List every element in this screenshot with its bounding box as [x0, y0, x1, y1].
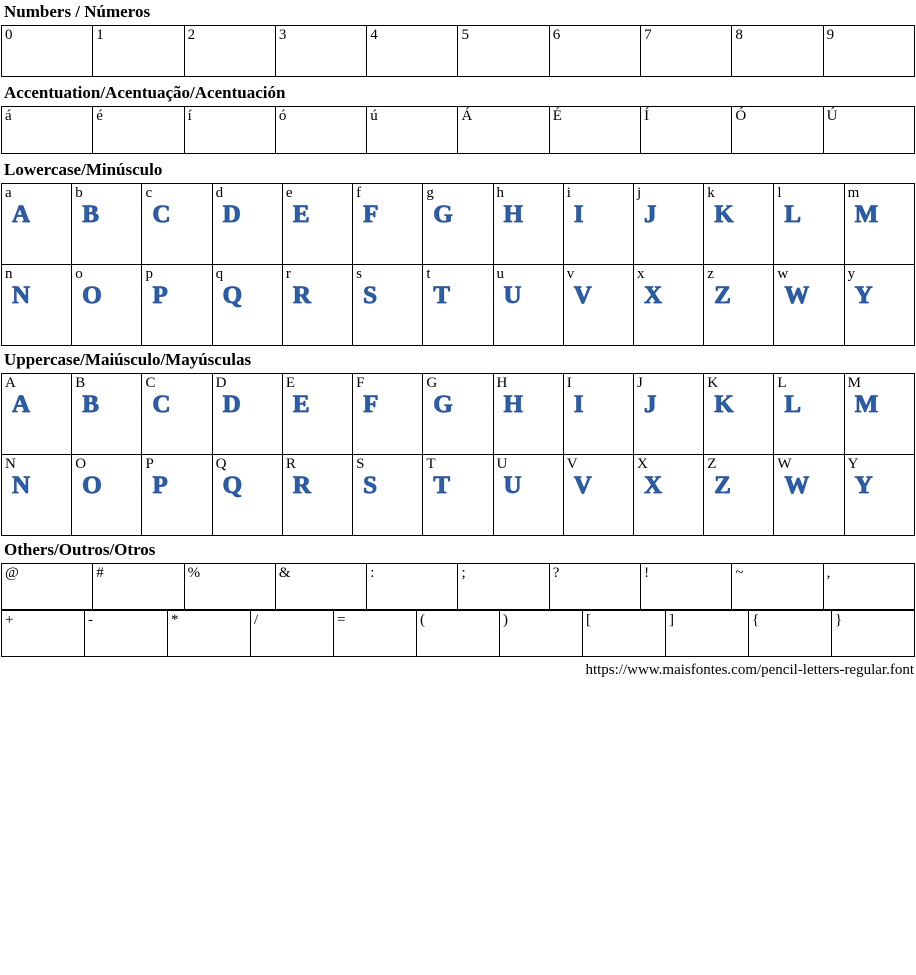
cell-other-plus — [2, 611, 85, 657]
glyph-sample: V — [573, 472, 593, 499]
cell-label: á — [5, 108, 12, 124]
cell-other-slash — [251, 611, 334, 657]
glyph-sample: X — [643, 282, 663, 309]
cell-other-brace-open — [749, 611, 832, 657]
cell-lower-x — [633, 265, 703, 346]
cell-label: o — [75, 266, 83, 282]
cell-label: ; — [461, 565, 466, 581]
cell-upper-R — [282, 455, 352, 536]
glyph-sample: B — [82, 201, 100, 228]
glyph-sample: N — [12, 282, 31, 309]
cell-lower-r — [282, 265, 352, 346]
cell-other-bracket-open — [583, 611, 666, 657]
cell-label: L — [777, 375, 787, 391]
cell-label: v — [566, 266, 575, 282]
cell-label: [ — [586, 612, 591, 628]
cell-upper-K — [704, 374, 774, 455]
cell-accent-7 — [641, 107, 732, 154]
glyph-sample: G — [433, 391, 454, 418]
cell-lower-f — [353, 184, 423, 265]
cell-label: c — [145, 185, 153, 201]
glyph-sample: W — [784, 472, 810, 499]
cell-other-colon — [367, 564, 458, 610]
others-table — [1, 563, 915, 610]
cell-upper-J — [633, 374, 703, 455]
section-title-uppercase: Uppercase/Maiúsculo/Mayúsculas — [4, 350, 252, 369]
cell-lower-i — [563, 184, 633, 265]
cell-label: 3 — [278, 27, 287, 43]
cell-label: b — [75, 185, 83, 201]
table-row — [2, 26, 915, 77]
cell-label: T — [426, 456, 436, 472]
cell-label: y — [847, 266, 856, 282]
uppercase-table — [1, 373, 915, 536]
table-row — [2, 564, 915, 610]
table-row — [2, 374, 915, 455]
cell-label: ( — [420, 612, 425, 628]
glyph-sample: B — [82, 391, 100, 418]
glyph-sample: D — [222, 391, 242, 418]
cell-label: É — [552, 108, 562, 124]
glyph-sample: J — [643, 391, 657, 418]
cell-label: G — [426, 375, 438, 391]
cell-number-4 — [367, 26, 458, 77]
glyph-sample: V — [573, 282, 593, 309]
cell-label: k — [707, 185, 715, 201]
cell-label: J — [636, 375, 643, 391]
cell-lower-q — [212, 265, 282, 346]
cell-lower-u — [493, 265, 563, 346]
cell-upper-W — [774, 455, 844, 536]
cell-number-9 — [823, 26, 914, 77]
cell-label: / — [254, 612, 259, 628]
cell-upper-S — [353, 455, 423, 536]
cell-accent-9 — [823, 107, 914, 154]
cell-label: 2 — [187, 27, 196, 43]
cell-label: O — [75, 456, 87, 472]
cell-upper-B — [72, 374, 142, 455]
cell-upper-U — [493, 455, 563, 536]
cell-label: i — [566, 185, 571, 201]
glyph-sample: A — [12, 391, 31, 418]
cell-upper-N — [2, 455, 72, 536]
glyph-sample: K — [714, 391, 735, 418]
cell-label: V — [566, 456, 578, 472]
glyph-sample: R — [292, 472, 312, 499]
cell-label: E — [285, 375, 296, 391]
cell-label: U — [496, 456, 508, 472]
cell-upper-H — [493, 374, 563, 455]
cell-upper-Z — [704, 455, 774, 536]
cell-other-asterisk — [168, 611, 251, 657]
cell-lower-n — [2, 265, 72, 346]
cell-lower-j — [633, 184, 703, 265]
cell-label: Q — [215, 456, 227, 472]
cell-upper-F — [353, 374, 423, 455]
cell-label: + — [5, 612, 14, 628]
cell-number-3 — [275, 26, 366, 77]
cell-label: 6 — [552, 27, 561, 43]
glyph-sample: H — [503, 391, 524, 418]
cell-label: * — [171, 612, 179, 628]
cell-label: 4 — [370, 27, 378, 43]
cell-label: l — [777, 185, 782, 201]
cell-accent-3 — [275, 107, 366, 154]
table-row — [2, 455, 915, 536]
cell-label: F — [356, 375, 365, 391]
glyph-sample: Q — [222, 472, 243, 499]
cell-other-semicolon — [458, 564, 549, 610]
glyph-sample: Y — [854, 472, 874, 499]
cell-other-equals — [334, 611, 417, 657]
cell-upper-E — [282, 374, 352, 455]
glyph-sample: T — [433, 472, 451, 499]
glyph-sample: F — [363, 391, 379, 418]
cell-number-7 — [641, 26, 732, 77]
cell-other-question — [549, 564, 640, 610]
cell-lower-t — [423, 265, 493, 346]
cell-label: H — [496, 375, 508, 391]
glyph-sample: Z — [714, 282, 732, 309]
cell-accent-6 — [549, 107, 640, 154]
glyph-sample: F — [363, 201, 379, 228]
cell-lower-s — [353, 265, 423, 346]
cell-label: r — [285, 266, 291, 282]
cell-label: h — [496, 185, 505, 201]
cell-accent-0 — [2, 107, 93, 154]
cell-label: Á — [461, 108, 473, 124]
cell-label: w — [777, 266, 789, 282]
glyph-sample: M — [854, 201, 879, 228]
cell-label: ú — [370, 108, 378, 124]
cell-label: K — [707, 375, 719, 391]
cell-other-paren-close — [500, 611, 583, 657]
others-table-2 — [1, 610, 915, 657]
glyph-sample: M — [854, 391, 879, 418]
cell-label: a — [5, 185, 12, 201]
section-title-numbers: Numbers / Números — [4, 2, 151, 21]
cell-upper-O — [72, 455, 142, 536]
cell-other-tilde — [732, 564, 823, 610]
cell-label: ) — [503, 612, 508, 628]
cell-lower-z — [704, 265, 774, 346]
cell-label: 5 — [461, 27, 469, 43]
cell-number-1 — [93, 26, 184, 77]
cell-upper-Y — [844, 455, 914, 536]
glyph-sample: C — [152, 391, 171, 418]
cell-label: g — [426, 185, 434, 201]
glyph-sample: P — [152, 472, 169, 499]
glyph-sample: J — [643, 201, 657, 228]
cell-label: X — [636, 456, 648, 472]
cell-upper-I — [563, 374, 633, 455]
cell-lower-k — [704, 184, 774, 265]
cell-label: Z — [707, 456, 717, 472]
glyph-sample: R — [292, 282, 312, 309]
cell-other-percent — [184, 564, 275, 610]
cell-lower-h — [493, 184, 563, 265]
cell-label: e — [285, 185, 293, 201]
glyph-sample: E — [292, 391, 311, 418]
table-row — [2, 611, 915, 657]
cell-accent-2 — [184, 107, 275, 154]
glyph-sample: Q — [222, 282, 243, 309]
cell-label: ] — [669, 612, 674, 628]
table-row — [2, 184, 915, 265]
cell-other-at — [2, 564, 93, 610]
cell-label: = — [337, 612, 346, 628]
cell-label: P — [145, 456, 154, 472]
glyph-sample: O — [82, 472, 103, 499]
cell-label: ! — [644, 565, 650, 581]
cell-upper-D — [212, 374, 282, 455]
cell-label: { — [752, 612, 760, 628]
cell-label: s — [356, 266, 362, 282]
cell-upper-V — [563, 455, 633, 536]
cell-other-comma — [823, 564, 914, 610]
glyph-sample: I — [573, 391, 584, 418]
cell-lower-g — [423, 184, 493, 265]
cell-label: } — [835, 612, 843, 628]
cell-label: % — [187, 565, 201, 581]
cell-label: N — [5, 456, 16, 472]
table-row — [2, 265, 915, 346]
cell-other-minus — [85, 611, 168, 657]
glyph-sample: O — [82, 282, 103, 309]
cell-lower-o — [72, 265, 142, 346]
cell-lower-e — [282, 184, 352, 265]
cell-label: 8 — [735, 27, 743, 43]
cell-label: D — [215, 375, 227, 391]
cell-label: f — [356, 185, 362, 201]
glyph-sample: X — [643, 472, 663, 499]
cell-lower-p — [142, 265, 212, 346]
glyph-sample: K — [714, 201, 735, 228]
glyph-sample: W — [784, 282, 810, 309]
cell-label: u — [496, 266, 505, 282]
glyph-sample: T — [433, 282, 451, 309]
cell-accent-8 — [732, 107, 823, 154]
accentuation-table — [1, 106, 915, 154]
glyph-sample: P — [152, 282, 169, 309]
cell-lower-c — [142, 184, 212, 265]
cell-label: m — [847, 185, 860, 201]
cell-other-bracket-close — [666, 611, 749, 657]
glyph-sample: L — [784, 201, 802, 228]
cell-lower-d — [212, 184, 282, 265]
cell-label: : — [370, 565, 375, 581]
cell-other-hash — [93, 564, 184, 610]
cell-label: I — [566, 375, 572, 391]
cell-label: 0 — [5, 27, 13, 43]
cell-label: A — [5, 375, 16, 391]
cell-number-0 — [2, 26, 93, 77]
cell-lower-l — [774, 184, 844, 265]
cell-label: Í — [644, 108, 650, 124]
cell-upper-A — [2, 374, 72, 455]
cell-label: d — [215, 185, 224, 201]
cell-lower-y — [844, 265, 914, 346]
cell-number-8 — [732, 26, 823, 77]
glyph-sample: S — [363, 472, 378, 499]
cell-label: é — [96, 108, 103, 124]
cell-label: 1 — [96, 27, 104, 43]
cell-accent-1 — [93, 107, 184, 154]
cell-label: n — [5, 266, 13, 282]
cell-label: j — [636, 185, 642, 201]
glyph-sample: G — [433, 201, 454, 228]
glyph-sample: N — [12, 472, 31, 499]
cell-label: x — [636, 266, 645, 282]
cell-label: q — [215, 266, 224, 282]
cell-label: 9 — [826, 27, 835, 43]
cell-lower-m — [844, 184, 914, 265]
cell-lower-v — [563, 265, 633, 346]
cell-other-ampersand — [275, 564, 366, 610]
cell-label: S — [356, 456, 365, 472]
glyph-sample: I — [573, 201, 584, 228]
glyph-sample: L — [784, 391, 802, 418]
cell-label: z — [707, 266, 714, 282]
cell-upper-L — [774, 374, 844, 455]
cell-label: M — [847, 375, 861, 391]
glyph-sample: Y — [854, 282, 874, 309]
cell-label: í — [187, 108, 192, 124]
cell-label: , — [826, 565, 831, 581]
section-title-accentuation: Accentuation/Acentuação/Acentuación — [4, 83, 286, 102]
cell-label: Y — [847, 456, 859, 472]
cell-label: Ó — [735, 108, 747, 124]
cell-label: W — [777, 456, 792, 472]
cell-label: ? — [552, 565, 560, 581]
cell-label: R — [285, 456, 296, 472]
cell-label: t — [426, 266, 431, 282]
cell-number-5 — [458, 26, 549, 77]
cell-lower-a — [2, 184, 72, 265]
cell-label: B — [75, 375, 86, 391]
cell-label: ó — [278, 108, 287, 124]
cell-label: Ú — [826, 108, 838, 124]
cell-upper-G — [423, 374, 493, 455]
numbers-table — [1, 25, 915, 77]
cell-upper-P — [142, 455, 212, 536]
cell-label: - — [88, 612, 93, 628]
glyph-sample: U — [503, 472, 523, 499]
source-url[interactable]: https://www.maisfontes.com/pencil-letters-regular.font — [585, 662, 914, 678]
cell-accent-4 — [367, 107, 458, 154]
cell-other-exclamation — [641, 564, 732, 610]
glyph-sample: Z — [714, 472, 732, 499]
glyph-sample: C — [152, 201, 171, 228]
glyph-sample: E — [292, 201, 311, 228]
cell-label: C — [145, 375, 156, 391]
cell-label: p — [145, 266, 153, 282]
cell-lower-w — [774, 265, 844, 346]
cell-upper-T — [423, 455, 493, 536]
glyph-sample: D — [222, 201, 242, 228]
glyph-sample: S — [363, 282, 378, 309]
glyph-sample: U — [503, 282, 523, 309]
cell-label: # — [96, 565, 104, 581]
cell-accent-5 — [458, 107, 549, 154]
cell-lower-b — [72, 184, 142, 265]
cell-other-brace-close — [832, 611, 915, 657]
cell-upper-X — [633, 455, 703, 536]
cell-label: ~ — [735, 565, 744, 581]
lowercase-table — [1, 183, 915, 346]
cell-other-paren-open — [417, 611, 500, 657]
glyph-sample: A — [12, 201, 31, 228]
cell-number-2 — [184, 26, 275, 77]
cell-upper-M — [844, 374, 914, 455]
section-title-others: Others/Outros/Otros — [4, 540, 156, 559]
table-row — [2, 107, 915, 154]
cell-label: 7 — [644, 27, 652, 43]
cell-number-6 — [549, 26, 640, 77]
cell-upper-Q — [212, 455, 282, 536]
section-title-lowercase: Lowercase/Minúsculo — [4, 160, 163, 179]
cell-label: @ — [5, 565, 19, 581]
cell-upper-C — [142, 374, 212, 455]
cell-label: & — [278, 565, 291, 581]
glyph-sample: H — [503, 201, 524, 228]
